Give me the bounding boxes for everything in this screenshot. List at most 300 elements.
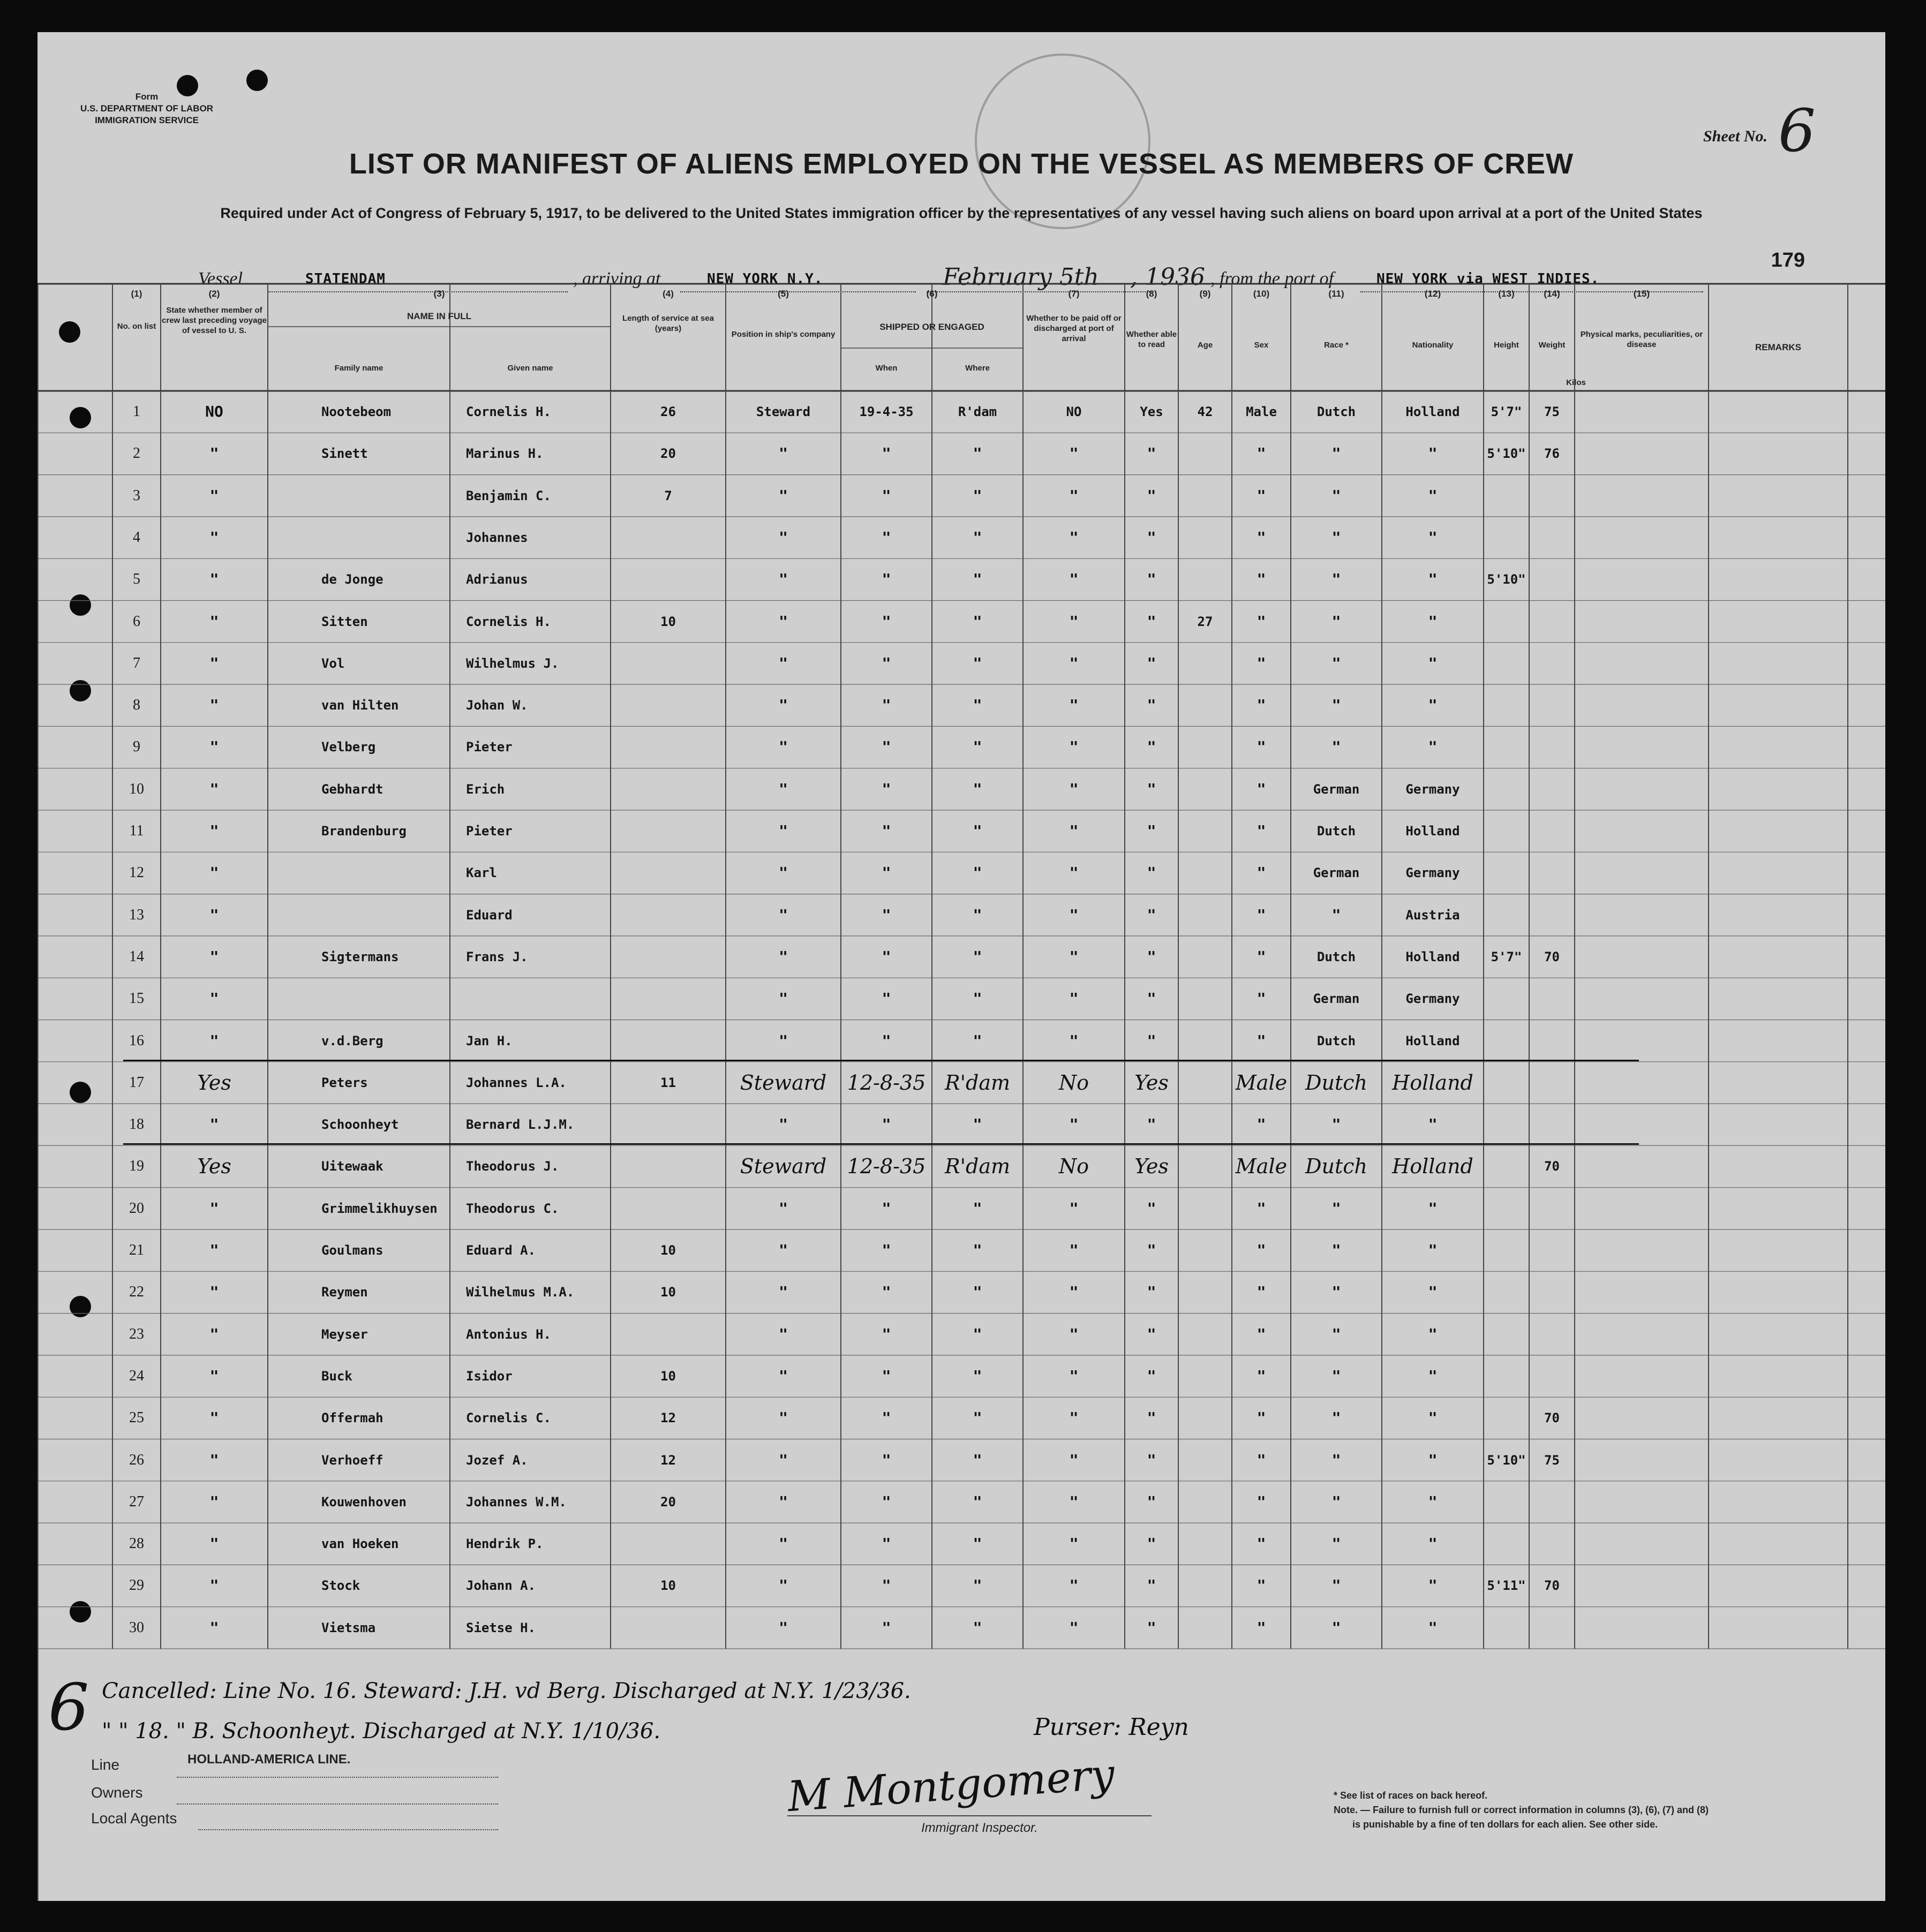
row-23-read: " bbox=[1147, 1325, 1156, 1343]
row-9-given: Pieter bbox=[466, 739, 513, 755]
row-17-last: Yes bbox=[197, 1070, 231, 1095]
vessel-label: Vessel bbox=[198, 269, 243, 289]
weight-unit-header: Kilos bbox=[1566, 378, 1586, 387]
row-5-paid: " bbox=[1069, 570, 1079, 588]
fine-note-1: Note. — Failure to furnish full or correct information in columns (3), (6), (7) and (8) bbox=[1334, 1805, 1709, 1815]
row-22-family: Reymen bbox=[321, 1285, 368, 1300]
col3-number: (3) bbox=[433, 289, 445, 299]
row-14-nat: Holland bbox=[1405, 949, 1460, 964]
row-5-last: " bbox=[209, 570, 219, 588]
row-3-sex: " bbox=[1257, 486, 1266, 504]
row-20-sex: " bbox=[1257, 1199, 1266, 1217]
row-20-read: " bbox=[1147, 1199, 1156, 1217]
row-13-sex: " bbox=[1257, 905, 1266, 924]
row-17-read: Yes bbox=[1134, 1070, 1169, 1095]
row-7-given: Wilhelmus J. bbox=[466, 655, 559, 671]
row-6-no: 6 bbox=[133, 613, 140, 630]
col11-number: (11) bbox=[1328, 289, 1344, 299]
row-1-svc: 26 bbox=[660, 404, 676, 419]
row-14-race: Dutch bbox=[1316, 949, 1356, 964]
row-18-read: " bbox=[1147, 1115, 1156, 1134]
row-21-where: " bbox=[973, 1241, 982, 1259]
row-28-nat: " bbox=[1428, 1535, 1438, 1553]
row-5-ht: 5'10" bbox=[1487, 572, 1526, 587]
row-11-paid: " bbox=[1069, 822, 1079, 840]
punch-hole bbox=[70, 1082, 91, 1103]
row-22-given: Wilhelmus M.A. bbox=[466, 1285, 575, 1300]
row-8-last: " bbox=[209, 696, 219, 714]
row-26-svc: 12 bbox=[660, 1452, 676, 1468]
row-13-when: " bbox=[882, 905, 891, 924]
row-16-where: " bbox=[973, 1031, 982, 1050]
row-2-ht: 5'10" bbox=[1487, 446, 1526, 462]
row-30-race: " bbox=[1331, 1618, 1341, 1636]
row-11-sex: " bbox=[1257, 822, 1266, 840]
row-18-pos: " bbox=[779, 1115, 788, 1134]
row-4-last: " bbox=[209, 528, 219, 546]
row-16-given: Jan H. bbox=[466, 1033, 513, 1048]
row-2-read: " bbox=[1147, 444, 1156, 463]
row-1-when: 19-4-35 bbox=[859, 404, 914, 419]
inspector-underline bbox=[787, 1815, 1152, 1816]
row-6-sex: " bbox=[1257, 612, 1266, 630]
margin-mark: 6 bbox=[48, 1671, 89, 1745]
row-17-svc: 11 bbox=[660, 1075, 676, 1090]
row-5-given: Adrianus bbox=[466, 572, 528, 587]
form-label: Form bbox=[135, 92, 159, 102]
row-28-when: " bbox=[882, 1535, 891, 1553]
row-24-when: " bbox=[882, 1367, 891, 1385]
row-23-family: Meyser bbox=[321, 1326, 368, 1342]
row-27-paid: " bbox=[1069, 1492, 1079, 1511]
row-29-wt: 70 bbox=[1544, 1578, 1560, 1594]
row-29-ht: 5'11" bbox=[1487, 1578, 1526, 1594]
row-7-last: " bbox=[209, 654, 219, 672]
row-14-when: " bbox=[882, 947, 891, 965]
arriving-label: , arriving at bbox=[573, 269, 661, 289]
row-8-sex: " bbox=[1257, 696, 1266, 714]
row-28-race: " bbox=[1331, 1535, 1341, 1553]
row-8-no: 8 bbox=[133, 697, 140, 714]
owners-underline bbox=[177, 1803, 498, 1805]
col6-number: (6) bbox=[926, 289, 938, 299]
row-13-last: " bbox=[209, 905, 219, 924]
row-9-pos: " bbox=[779, 738, 788, 756]
row-11-last: " bbox=[209, 822, 219, 840]
arriving-value: NEW YORK N.Y. bbox=[707, 271, 823, 287]
row-29-read: " bbox=[1147, 1576, 1156, 1595]
row-19-race: Dutch bbox=[1305, 1154, 1367, 1179]
row-2-no: 2 bbox=[133, 445, 140, 462]
row-1-no: 1 bbox=[133, 403, 140, 420]
cancellation-line-2: " " 18. " B. Schoonheyt. Discharged at N.Y. 1/10/36. bbox=[102, 1719, 661, 1744]
punch-hole bbox=[70, 407, 91, 428]
row-17-when: 12-8-35 bbox=[847, 1070, 926, 1095]
row-2-where: " bbox=[973, 444, 982, 463]
row-16-strikethrough bbox=[123, 1060, 1639, 1061]
row-29-no: 29 bbox=[129, 1577, 144, 1594]
row-23-sex: " bbox=[1257, 1325, 1266, 1343]
row-27-no: 27 bbox=[129, 1493, 144, 1510]
row-30-where: " bbox=[973, 1618, 982, 1636]
row-9-no: 9 bbox=[133, 738, 140, 756]
remarks-header: REMARKS bbox=[1755, 342, 1801, 352]
vessel-value: STATENDAM bbox=[305, 271, 386, 287]
row-8-read: " bbox=[1147, 696, 1156, 714]
row-24-paid: " bbox=[1069, 1367, 1079, 1385]
row-3-svc: 7 bbox=[664, 488, 672, 503]
family-name-header: Family name bbox=[334, 364, 383, 373]
row-1-age: 42 bbox=[1197, 404, 1213, 419]
row-19-where: R'dam bbox=[944, 1154, 1011, 1179]
row-10-read: " bbox=[1147, 780, 1156, 798]
row-24-given: Isidor bbox=[466, 1368, 513, 1384]
row-2-family: Sinett bbox=[321, 446, 368, 462]
row-5-race: " bbox=[1331, 570, 1341, 588]
row-2-race: " bbox=[1331, 444, 1341, 463]
from-port-value: NEW YORK via WEST INDIES. bbox=[1376, 271, 1600, 287]
row-18-family: Schoonheyt bbox=[321, 1117, 399, 1133]
row-14-given: Frans J. bbox=[466, 949, 528, 964]
row-9-read: " bbox=[1147, 738, 1156, 756]
row-17-family: Peters bbox=[321, 1075, 368, 1090]
row-10-nat: Germany bbox=[1405, 781, 1460, 797]
row-28-last: " bbox=[209, 1535, 219, 1553]
row-18-sex: " bbox=[1257, 1115, 1266, 1134]
row-18-given: Bernard L.J.M. bbox=[466, 1117, 575, 1133]
row-27-when: " bbox=[882, 1492, 891, 1511]
row-10-last: " bbox=[209, 780, 219, 798]
row-19-no: 19 bbox=[129, 1158, 144, 1175]
row-1-read: Yes bbox=[1140, 404, 1163, 419]
col4-number: (4) bbox=[663, 289, 674, 299]
row-22-sex: " bbox=[1257, 1283, 1266, 1301]
row-10-family: Gebhardt bbox=[321, 781, 383, 797]
row-27-where: " bbox=[973, 1492, 982, 1511]
row-28-given: Hendrik P. bbox=[466, 1536, 544, 1552]
row-25-where: " bbox=[973, 1409, 982, 1427]
col5-number: (5) bbox=[778, 289, 789, 299]
row-24-sex: " bbox=[1257, 1367, 1266, 1385]
row-16-race: Dutch bbox=[1316, 1033, 1356, 1048]
form-identifier bbox=[80, 91, 213, 126]
row-6-where: " bbox=[973, 612, 982, 630]
row-11-family: Brandenburg bbox=[321, 824, 407, 839]
row-18-paid: " bbox=[1069, 1115, 1079, 1134]
row-9-paid: " bbox=[1069, 738, 1079, 756]
row-22-pos: " bbox=[779, 1283, 788, 1301]
row-17-no: 17 bbox=[129, 1074, 144, 1091]
row-15-last: " bbox=[209, 990, 219, 1008]
row-8-family: van Hilten bbox=[321, 698, 399, 713]
row-15-race: German bbox=[1313, 991, 1360, 1007]
row-10-pos: " bbox=[779, 780, 788, 798]
row-4-race: " bbox=[1331, 528, 1341, 546]
row-6-svc: 10 bbox=[660, 614, 676, 629]
row-21-race: " bbox=[1331, 1241, 1341, 1259]
row-4-pos: " bbox=[779, 528, 788, 546]
col12-header: Nationality bbox=[1412, 341, 1454, 350]
row-26-family: Verhoeff bbox=[321, 1452, 383, 1468]
col2-header: State whether member of crew last preceding voyage of vessel to U. S. bbox=[162, 306, 267, 335]
row-2-paid: " bbox=[1069, 444, 1079, 463]
row-20-paid: " bbox=[1069, 1199, 1079, 1217]
row-22-race: " bbox=[1331, 1283, 1341, 1301]
row-3-last: " bbox=[209, 486, 219, 504]
row-30-paid: " bbox=[1069, 1618, 1079, 1636]
row-5-family: de Jonge bbox=[321, 572, 383, 587]
row-26-ht: 5'10" bbox=[1487, 1452, 1526, 1468]
row-10-race: German bbox=[1313, 781, 1360, 797]
row-18-no: 18 bbox=[129, 1116, 144, 1133]
row-26-pos: " bbox=[779, 1451, 788, 1469]
document-number: 179 bbox=[1771, 249, 1805, 271]
row-24-race: " bbox=[1331, 1367, 1341, 1385]
row-29-last: " bbox=[209, 1576, 219, 1595]
row-18-strikethrough bbox=[123, 1143, 1639, 1145]
row-17-race: Dutch bbox=[1305, 1070, 1367, 1095]
row-30-pos: " bbox=[779, 1618, 788, 1636]
col9-number: (9) bbox=[1199, 289, 1211, 299]
row-6-age: 27 bbox=[1197, 614, 1213, 629]
punch-hole bbox=[246, 70, 268, 91]
row-17-given: Johannes L.A. bbox=[466, 1075, 567, 1090]
row-15-no: 15 bbox=[129, 990, 144, 1007]
row-19-paid: No bbox=[1058, 1154, 1089, 1179]
row-3-given: Benjamin C. bbox=[466, 488, 551, 503]
row-4-read: " bbox=[1147, 528, 1156, 546]
row-4-nat: " bbox=[1428, 528, 1438, 546]
row-4-given: Johannes bbox=[466, 530, 528, 545]
col5-header: Position in ship's company bbox=[731, 330, 836, 339]
row-29-svc: 10 bbox=[660, 1578, 676, 1594]
col14-number: (14) bbox=[1544, 289, 1560, 299]
row-23-no: 23 bbox=[129, 1325, 144, 1342]
row-20-no: 20 bbox=[129, 1199, 144, 1217]
col3-header: NAME IN FULL bbox=[407, 311, 471, 321]
row-26-nat: " bbox=[1428, 1451, 1438, 1469]
row-29-family: Stock bbox=[321, 1578, 360, 1594]
punch-hole bbox=[70, 680, 91, 701]
row-23-last: " bbox=[209, 1325, 219, 1343]
row-23-given: Antonius H. bbox=[466, 1326, 551, 1342]
row-29-race: " bbox=[1331, 1576, 1341, 1595]
row-17-paid: No bbox=[1058, 1070, 1089, 1095]
row-22-nat: " bbox=[1428, 1283, 1438, 1301]
row-30-read: " bbox=[1147, 1618, 1156, 1636]
row-2-last: " bbox=[209, 444, 219, 463]
row-7-where: " bbox=[973, 654, 982, 672]
col10-number: (10) bbox=[1253, 289, 1270, 299]
row-15-pos: " bbox=[779, 990, 788, 1008]
col11-header: Race * bbox=[1324, 341, 1349, 350]
col13-header: Height bbox=[1494, 341, 1519, 350]
row-2-given: Marinus H. bbox=[466, 446, 544, 462]
row-3-where: " bbox=[973, 486, 982, 504]
row-5-no: 5 bbox=[133, 571, 140, 588]
row-3-when: " bbox=[882, 486, 891, 504]
row-12-pos: " bbox=[779, 864, 788, 882]
row-13-race: " bbox=[1331, 905, 1341, 924]
row-23-race: " bbox=[1331, 1325, 1341, 1343]
row-27-nat: " bbox=[1428, 1492, 1438, 1511]
row-22-paid: " bbox=[1069, 1283, 1079, 1301]
row-25-nat: " bbox=[1428, 1409, 1438, 1427]
given-name-header: Given name bbox=[507, 364, 553, 373]
row-27-pos: " bbox=[779, 1492, 788, 1511]
row-27-family: Kouwenhoven bbox=[321, 1494, 407, 1510]
punch-hole bbox=[59, 321, 80, 343]
row-20-given: Theodorus C. bbox=[466, 1201, 559, 1216]
row-8-race: " bbox=[1331, 696, 1341, 714]
punch-hole bbox=[70, 1601, 91, 1622]
row-21-nat: " bbox=[1428, 1241, 1438, 1259]
row-29-paid: " bbox=[1069, 1576, 1079, 1595]
row-6-pos: " bbox=[779, 612, 788, 630]
col1-number: (1) bbox=[131, 289, 142, 299]
row-12-no: 12 bbox=[129, 864, 144, 881]
row-7-read: " bbox=[1147, 654, 1156, 672]
row-27-sex: " bbox=[1257, 1492, 1266, 1511]
row-7-nat: " bbox=[1428, 654, 1438, 672]
col15-header: Physical marks, peculiarities, or disease bbox=[1580, 330, 1703, 349]
row-21-paid: " bbox=[1069, 1241, 1079, 1259]
row-21-read: " bbox=[1147, 1241, 1156, 1259]
row-4-where: " bbox=[973, 528, 982, 546]
row-23-when: " bbox=[882, 1325, 891, 1343]
col4-header: Length of service at sea (years) bbox=[622, 314, 714, 333]
row-19-nat: Holland bbox=[1392, 1154, 1473, 1179]
row-19-last: Yes bbox=[197, 1154, 231, 1179]
sheet-label: Sheet No. bbox=[1703, 127, 1767, 145]
row-11-given: Pieter bbox=[466, 824, 513, 839]
row-30-when: " bbox=[882, 1618, 891, 1636]
row-27-read: " bbox=[1147, 1492, 1156, 1511]
row-7-sex: " bbox=[1257, 654, 1266, 672]
row-21-no: 21 bbox=[129, 1242, 144, 1258]
row-11-pos: " bbox=[779, 822, 788, 840]
row-16-when: " bbox=[882, 1031, 891, 1050]
races-note: * See list of races on back hereof. bbox=[1334, 1790, 1488, 1801]
row-6-when: " bbox=[882, 612, 891, 630]
row-17-sex: Male bbox=[1235, 1070, 1288, 1095]
row-3-no: 3 bbox=[133, 487, 140, 504]
row-28-no: 28 bbox=[129, 1535, 144, 1552]
row-14-where: " bbox=[973, 947, 982, 965]
footer-line-label: Line bbox=[91, 1756, 119, 1773]
row-24-last: " bbox=[209, 1367, 219, 1385]
row-26-race: " bbox=[1331, 1451, 1341, 1469]
row-28-read: " bbox=[1147, 1535, 1156, 1553]
row-4-paid: " bbox=[1069, 528, 1079, 546]
row-24-nat: " bbox=[1428, 1367, 1438, 1385]
row-17-pos: Steward bbox=[740, 1070, 827, 1095]
row-20-pos: " bbox=[779, 1199, 788, 1217]
date-value: February 5th bbox=[943, 263, 1099, 291]
col1-header: No. on list bbox=[117, 322, 156, 331]
row-5-where: " bbox=[973, 570, 982, 588]
row-25-pos: " bbox=[779, 1409, 788, 1427]
row-1-pos: Steward bbox=[756, 404, 811, 419]
row-10-where: " bbox=[973, 780, 982, 798]
row-7-no: 7 bbox=[133, 654, 140, 671]
row-7-family: Vol bbox=[321, 655, 345, 671]
row-25-svc: 12 bbox=[660, 1410, 676, 1426]
row-25-when: " bbox=[882, 1409, 891, 1427]
row-9-when: " bbox=[882, 738, 891, 756]
row-10-no: 10 bbox=[129, 780, 144, 797]
row-3-read: " bbox=[1147, 486, 1156, 504]
row-1-given: Cornelis H. bbox=[466, 404, 551, 419]
row-26-no: 26 bbox=[129, 1451, 144, 1468]
row-29-given: Johann A. bbox=[466, 1578, 536, 1594]
row-22-last: " bbox=[209, 1283, 219, 1301]
row-30-no: 30 bbox=[129, 1619, 144, 1636]
row-5-read: " bbox=[1147, 570, 1156, 588]
row-10-sex: " bbox=[1257, 780, 1266, 798]
row-12-given: Karl bbox=[466, 865, 497, 881]
row-18-when: " bbox=[882, 1115, 891, 1134]
row-9-sex: " bbox=[1257, 738, 1266, 756]
row-1-where: R'dam bbox=[958, 404, 997, 419]
row-4-no: 4 bbox=[133, 529, 140, 546]
row-12-last: " bbox=[209, 864, 219, 882]
row-3-pos: " bbox=[779, 486, 788, 504]
row-26-sex: " bbox=[1257, 1451, 1266, 1469]
row-13-given: Eduard bbox=[466, 907, 513, 923]
row-9-race: " bbox=[1331, 738, 1341, 756]
row-14-read: " bbox=[1147, 947, 1156, 965]
row-21-given: Eduard A. bbox=[466, 1243, 536, 1258]
row-26-wt: 75 bbox=[1544, 1452, 1560, 1468]
row-10-paid: " bbox=[1069, 780, 1079, 798]
inspector-label: Immigrant Inspector. bbox=[921, 1821, 1038, 1835]
row-21-sex: " bbox=[1257, 1241, 1266, 1259]
row-25-given: Cornelis C. bbox=[466, 1410, 551, 1426]
row-8-nat: " bbox=[1428, 696, 1438, 714]
row-28-pos: " bbox=[779, 1535, 788, 1553]
row-29-where: " bbox=[973, 1576, 982, 1595]
col7-number: (7) bbox=[1068, 289, 1080, 299]
row-30-family: Vietsma bbox=[321, 1620, 376, 1635]
row-13-read: " bbox=[1147, 905, 1156, 924]
row-4-sex: " bbox=[1257, 528, 1266, 546]
where-header: Where bbox=[965, 364, 990, 373]
row-22-no: 22 bbox=[129, 1284, 144, 1301]
row-22-svc: 10 bbox=[660, 1285, 676, 1300]
row-23-where: " bbox=[973, 1325, 982, 1343]
row-18-race: " bbox=[1331, 1115, 1341, 1134]
row-16-nat: Holland bbox=[1405, 1033, 1460, 1048]
row-23-nat: " bbox=[1428, 1325, 1438, 1343]
row-2-svc: 20 bbox=[660, 446, 676, 462]
row-7-pos: " bbox=[779, 654, 788, 672]
row-30-given: Sietse H. bbox=[466, 1620, 536, 1635]
row-11-read: " bbox=[1147, 822, 1156, 840]
row-24-read: " bbox=[1147, 1367, 1156, 1385]
row-1-ht: 5'7" bbox=[1491, 404, 1522, 419]
row-6-paid: " bbox=[1069, 612, 1079, 630]
row-26-when: " bbox=[882, 1451, 891, 1469]
row-5-nat: " bbox=[1428, 570, 1438, 588]
footer-agents-label: Local Agents bbox=[91, 1810, 177, 1827]
row-24-svc: 10 bbox=[660, 1368, 676, 1384]
col7-header: Whether to be paid off or discharged at port of arrival bbox=[1026, 314, 1122, 343]
row-16-read: " bbox=[1147, 1031, 1156, 1050]
row-15-paid: " bbox=[1069, 990, 1079, 1008]
row-29-nat: " bbox=[1428, 1576, 1438, 1595]
row-23-paid: " bbox=[1069, 1325, 1079, 1343]
